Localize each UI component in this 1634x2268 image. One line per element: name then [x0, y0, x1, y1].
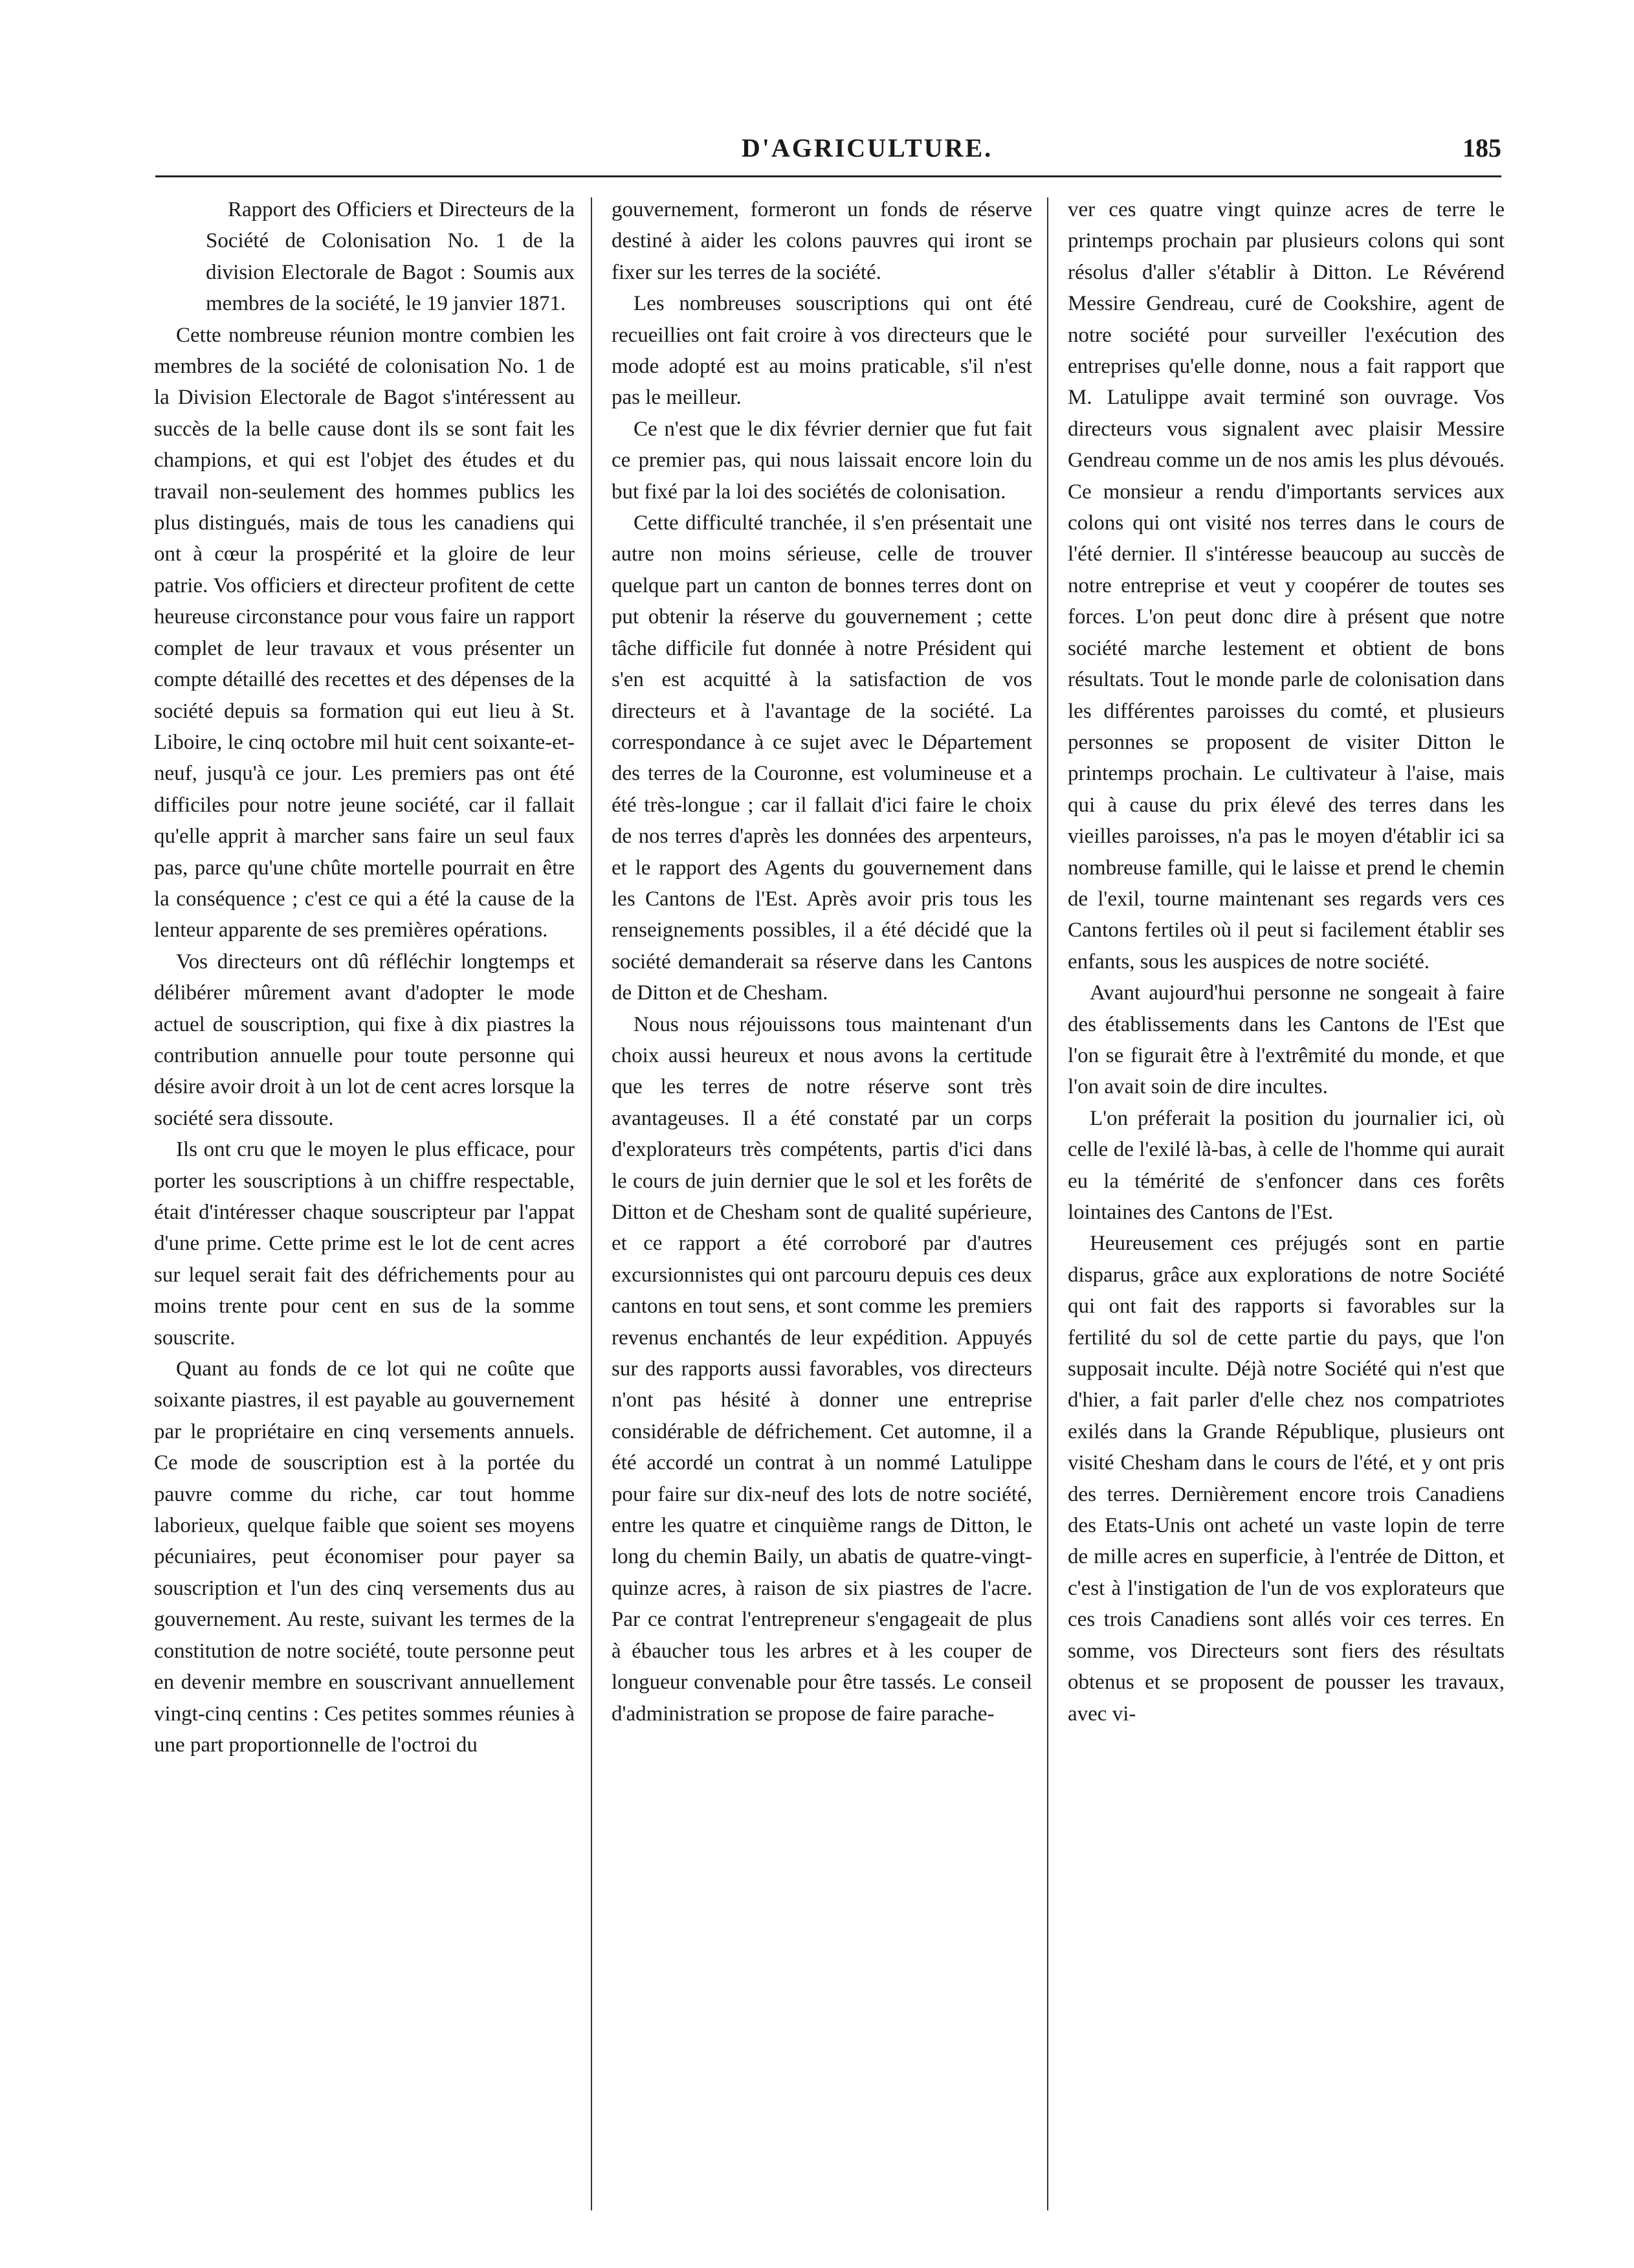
paragraph: Ce n'est que le dix février dernier que fut fait ce premier pas, qui nous laissait encore loin du but fixé par la loi des sociétés de colonisation.	[612, 417, 1032, 504]
column-divider	[591, 197, 592, 2210]
page-header	[155, 133, 1501, 184]
paragraph: Vos directeurs ont dû réfléchir longtemps et délibérer mûrement avant d'adopter le mode actuel de souscription, qui fixe à dix piastres la contribution annuelle pour toute personne qui désire avoir droit à un lot de cent acres lorsque la société sera dissoute.	[154, 950, 575, 1130]
paragraph: L'on préferait la position du journalier ici, où celle de l'exilé là-bas, à celle de l'homme qui aurait eu la témérité de s'enfoncer dans ces forêts lointaines des Cantons de l'Est.	[1068, 1106, 1505, 1224]
paragraph: Ils ont cru que le moyen le plus efficace, pour porter les souscriptions à un chiffre respectable, était d'intéresser chaque souscripteur par l'appat d'une prime. Cette prime est le lot de cent acres sur lequel serait fait des défrichements pour au moins trente pour cent en sus de la somme souscrite.	[154, 1138, 575, 1350]
paragraph: Heureusement ces préjugés sont en partie disparus, grâce aux explorations de notre Société qui ont fait des rapports si favorables sur la fertilité du sol de cette partie du pays, que l'on supposait inculte. Déjà notre Société qui n'est que d'hier, a fait parler d'elle chez nos compatriotes exilés dans la Grande République, plusieurs ont visité Chesham dans le cours de l'été, et y ont pris des terres. Dernièrement encore trois Canadiens des Etats-Unis ont acheté un vaste lopin de terre de mille acres en superficie, à l'entrée de Ditton, et c'est à l'instigation de l'un de vos explorateurs que ces trois Canadiens sont allés voir ces terres. En somme, vos Directeurs sont fiers des résultats obtenus et se proposent de pousser les travaux, avec vi-	[1068, 1232, 1505, 1726]
text-column-3	[1068, 194, 1505, 2168]
paragraph-continuation: ver ces quatre vingt quinze acres de terre le printemps prochain par plusieurs colons qui sont résolus d'aller s'établir à Ditton. Le Révérend Messire Gendreau, curé de Cookshire, agent de notre société pour surveiller l'exécution des entreprises qu'elle donne, nous a fait rapport que M. Latulippe avait terminé son ouvrage. Vos directeurs vous signalent avec plaisir Messire Gendreau comme un de nos amis les plus dévoués. Ce monsieur a rendu d'importants services aux colons qui ont visité nos terres dans le cours de l'été dernier. Il s'intéresse beaucoup au succès de notre entreprise et veut y coopérer de toutes ses forces. L'on peut donc dire à présent que notre société marche lestement et obtient de bons résultats. Tout le monde parle de colonisation dans les différentes paroisses du comté, et plusieurs personnes se proposent de visiter Ditton le printemps prochain. Le cultivateur à l'aise, mais qui à cause du prix élevé des terres dans les vieilles paroisses, n'a pas le moyen d'établir ici sa nombreuse famille, qui le laisse et prend le chemin de l'exil, tourne maintenant ses regards vers ces Cantons fertiles où il peut si facilement établir ses enfants, sous les auspices de notre société.	[1068, 198, 1505, 973]
paragraph: Cette nombreuse réunion montre combien les membres de la société de colonisation No. 1 de la Division Electorale de Bagot s'intéressent au succès de la belle cause dont ils se sont fait les champions, et qui est l'objet des études et du travail non-seulement des hommes publics les plus distingués, mais de tous les canadiens qui ont à cœur la prospérité et la gloire de leur patrie. Vos officiers et directeur profitent de cette heureuse circonstance pour vous faire un rapport complet de leur travaux et vous présenter un compte détaillé des recettes et des dépenses de la société depuis sa formation qui eut lieu à St. Liboire, le cinq octobre mil huit cent soixante-et-neuf, jusqu'à ce jour. Les premiers pas ont été difficiles pour notre jeune société, car il fallait qu'elle apprit à marcher sans faire un seul faux pas, parce qu'une chûte mortelle pourrait en être la conséquence ; c'est ce qui a été la cause de la lenteur apparente de ses premières opérations.	[154, 323, 575, 942]
running-head: D'AGRICULTURE.	[741, 133, 993, 162]
paragraph: Avant aujourd'hui personne ne songeait à faire des établissements dans les Cantons de l'Est que l'on se figurait être à l'extrêmité du monde, et que l'on avait soin de dire incultes.	[1068, 981, 1505, 1099]
paragraph: Les nombreuses souscriptions qui ont été recueillies ont fait croire à vos directeurs que le mode adopté est au moins praticable, s'il n'est pas le meilleur.	[612, 292, 1032, 410]
paragraph: Cette difficulté tranchée, il s'en présentait une autre non moins sérieuse, celle de trouver quelque part un canton de bonnes terres dont on put obtenir la réserve du gouvernement ; cette tâche difficile fut donnée à notre Président qui s'en est acquitté à la satisfaction de vos directeurs et à l'avantage de la société. La correspondance à ce sujet avec le Département des terres de la Couronne, est volumineuse et a été très-longue ; car il fallait d'ici faire le choix de nos terres d'après les données des arpenteurs, et le rapport des Agents du gouvernement dans les Cantons de l'Est. Après avoir pris tous les renseignements possibles, il a été décidé que la société demanderait sa réserve dans les Cantons de Ditton et de Chesham.	[612, 511, 1032, 1005]
column-divider	[1047, 197, 1048, 2210]
text-column-2	[612, 194, 1032, 2168]
paragraph-continuation: gouvernement, formeront un fonds de réserve destiné à aider les colons pauvres qui iront se fixer sur les terres de la société.	[612, 198, 1032, 284]
paragraph: Nous nous réjouissons tous maintenant d'un choix aussi heureux et nous avons la certitude que les terres de notre réserve sont très avantageuses. Il a été constaté par un corps d'explorateurs très compétents, partis d'ici dans le cours de juin dernier que le sol et les forêts de Ditton et de Chesham sont de qualité supérieure, et ce rapport a été corroboré par d'autres excursionnistes qui ont parcouru depuis ces deux cantons en tout sens, et sont comme les premiers revenus enchantés de leur expédition. Appuyés sur des rapports aussi favorables, vos directeurs n'ont pas hésité à donner une entreprise considérable de défrichement. Cet automne, il a été accordé un contrat à un nommé Latulippe pour faire sur dix-neuf des lots de notre société, entre les quatre et cinquième rangs de Ditton, le long du chemin Baily, un abatis de quatre-vingt-quinze acres, à raison de six piastres de l'acre. Par ce contrat l'entrepreneur s'engageait de plus à ébaucher tous les arbres et à les couper de longueur convenable pour être tassés. Le conseil d'administration se propose de faire parache-	[612, 1012, 1032, 1726]
paragraph: Quant au fonds de ce lot qui ne coûte que soixante piastres, il est payable au gouvernement par le propriétaire en cinq versements annuels. Ce mode de souscription est à la portée du pauvre comme du riche, car tout homme laborieux, quelque faible que soient ses moyens pécuniaires, peut économiser pour payer sa souscription et l'un des cinq versements dus au gouvernement. Au reste, suivant les termes de la constitution de notre société, toute personne peut en devenir membre en souscrivant annuellement vingt-cinq centins : Ces petites sommes réunies à une part proportionnelle de l'octroi du	[154, 1357, 575, 1757]
header-rule	[155, 175, 1501, 177]
report-title: Rapport des Officiers et Directeurs de la Société de Colonisation No. 1 de la division Electorale de Bagot : Soumis aux membres de la société, le 19 janvier 1871.	[206, 198, 575, 316]
page-number: 185	[1463, 133, 1501, 162]
text-column-1	[154, 194, 575, 2168]
